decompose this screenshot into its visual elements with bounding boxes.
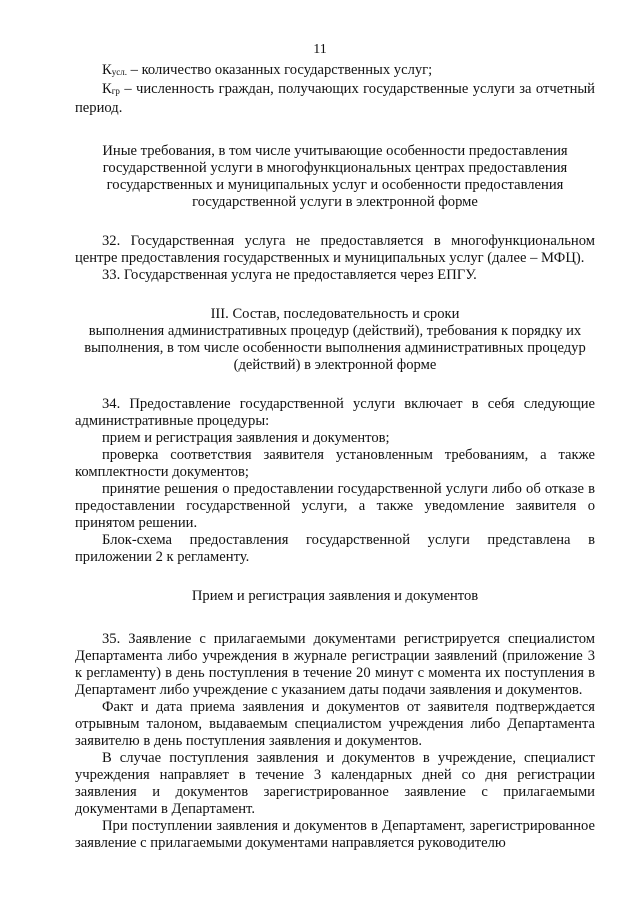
- subscript-gr: гр: [111, 86, 120, 96]
- procedure-item: принятие решения о предоставлении государственной услуги либо об отказе в предоставлении государственной услуги, а также уведомление заявителя о принятом решении.: [75, 481, 595, 531]
- procedure-item: прием и регистрация заявления и документов;: [102, 430, 390, 446]
- page-number: 11: [313, 42, 327, 57]
- heading-reception: Прием и регистрация заявления и документов: [191, 588, 479, 604]
- paragraph-35-fact: Факт и дата приема заявления и документов от заявителя подтверждается отрывным талоном, выдаваемым специалистом учреждения либо Департамента заявителю в день поступления заявления и документов.: [75, 699, 595, 749]
- heading-other-requirements: Иные требования, в том числе учитывающие особенности предоставления государственной услуги в многофункциональных центрах предоставления государственных и муниципальных услуг и особенности предоставления государственной услуги в электронной форме: [102, 143, 568, 210]
- section-3-subtitle: выполнения административных процедур (действий), требования к порядку их выполнения, в том числе особенности выполнения административных процедур (действий) в электронной форме: [84, 323, 586, 373]
- block-scheme-note: Блок-схема предоставления государственной услуги представлена в приложении 2 к регламенту.: [75, 532, 595, 565]
- paragraph-35: 35. Заявление с прилагаемыми документами регистрируется специалистом Департамента либо учреждения в журнале регистрации заявлений (приложение 3 к регламенту) в день поступления в течение 20 минут с момента их поступления в Департамент либо учреждение с указанием даты подачи заявления и документов.: [75, 631, 595, 698]
- subscript-usl: усл.: [111, 67, 127, 77]
- section-3-title: III. Состав, последовательность и сроки: [210, 306, 460, 322]
- page-content: [75, 62, 595, 852]
- paragraph-34-intro: 34. Предоставление государственной услуги включает в себя следующие административные процедуры:: [75, 396, 595, 429]
- procedure-item: проверка соответствия заявителя установленным требованиям, а также комплектности документов;: [75, 447, 595, 480]
- paragraph-35-institution: В случае поступления заявления и документов в учреждение, специалист учреждения направляет в течение 3 календарных дней со дня регистрации заявления и документов зарегистрированное заявление с прилагаемыми документами в Департамент.: [75, 750, 595, 817]
- paragraph-32: 32. Государственная услуга не предоставляется в многофункциональном центре предоставления государственных и муниципальных услуг (далее – МФЦ).: [75, 233, 595, 266]
- paragraph-33: 33. Государственная услуга не предоставляется через ЕПГУ.: [102, 267, 477, 283]
- symbol-k: К: [102, 81, 112, 97]
- legend-k-usl: [75, 62, 595, 81]
- legend-k-gr: [75, 81, 595, 117]
- symbol-k: К: [102, 62, 112, 78]
- legend-text: – численность граждан, получающих государственные услуги за отчетный период.: [75, 81, 595, 116]
- legend-text: – количество оказанных государственных услуг;: [126, 62, 433, 78]
- paragraph-35-department: При поступлении заявления и документов в Департамент, зарегистрированное заявление с прилагаемыми документами направляется руководителю: [75, 818, 595, 851]
